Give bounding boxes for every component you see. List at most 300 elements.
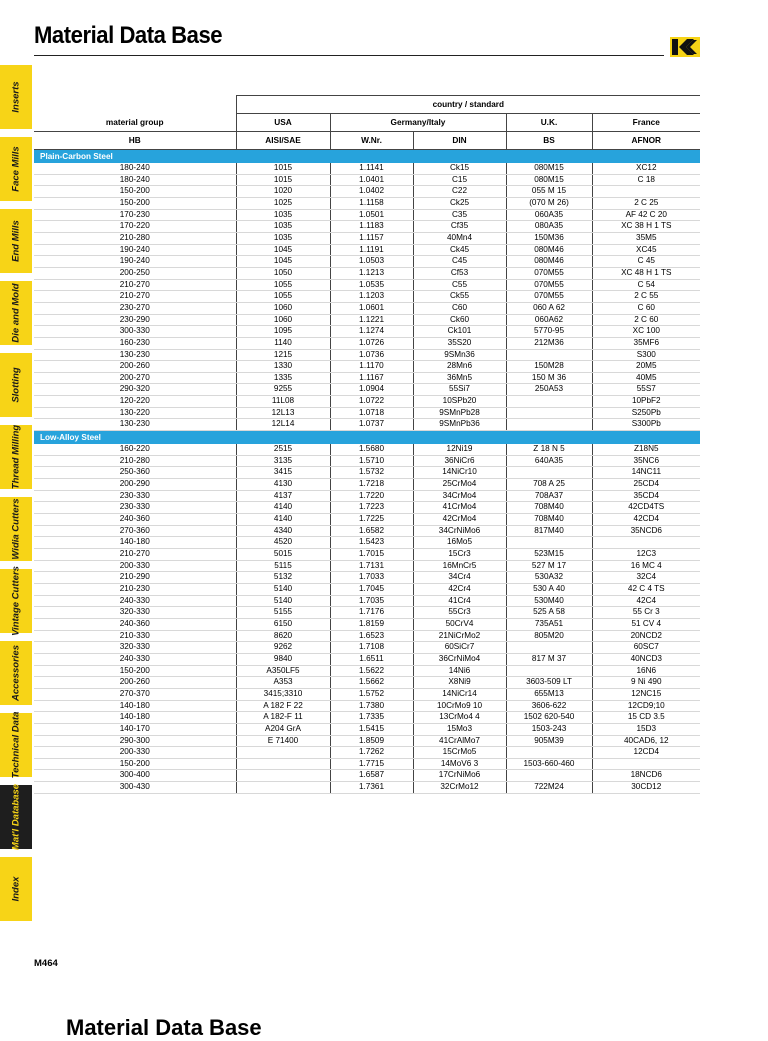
table-cell: 21NiCrMo2 [413, 630, 506, 642]
table-cell: 35NCD6 [592, 525, 700, 537]
table-cell: 12CD9;10 [592, 700, 700, 712]
table-cell: 905M39 [506, 735, 592, 747]
table-cell: 51 CV 4 [592, 618, 700, 630]
table-cell: C 60 [592, 302, 700, 314]
table-cell: 080M15 [506, 174, 592, 186]
table-cell: 55 Cr 3 [592, 607, 700, 619]
table-cell: 190-240 [34, 256, 236, 268]
table-cell: 34CrMo4 [413, 490, 506, 502]
table-cell: 1095 [236, 326, 330, 338]
table-cell: 150-200 [34, 758, 236, 770]
table-cell [236, 782, 330, 794]
table-row [34, 747, 700, 759]
table-cell: 200-260 [34, 677, 236, 689]
table-cell: 1.5622 [330, 665, 413, 677]
table-cell: 1.1141 [330, 163, 413, 174]
table-row [34, 712, 700, 724]
table-cell: 1.5423 [330, 537, 413, 549]
table-cell: 817M40 [506, 525, 592, 537]
table-cell: 1045 [236, 256, 330, 268]
table-cell: 1.8509 [330, 735, 413, 747]
section-header-row [34, 150, 700, 164]
side-tab-slotting[interactable] [0, 353, 32, 417]
table-cell: 1.0737 [330, 419, 413, 431]
side-tab-label: Widia Cutters [10, 498, 22, 560]
table-cell: 1.7015 [330, 549, 413, 561]
side-tab-technical-data[interactable] [0, 713, 32, 777]
table-cell: 20NCD2 [592, 630, 700, 642]
side-tab-label: Index [10, 876, 22, 902]
table-cell: 3415 [236, 467, 330, 479]
table-cell: 25CrMo4 [413, 479, 506, 491]
table-cell: 36Mn5 [413, 372, 506, 384]
kennametal-logo-icon [670, 37, 700, 57]
table-cell: 1.6587 [330, 770, 413, 782]
table-cell: 708A37 [506, 490, 592, 502]
table-cell: C55 [413, 279, 506, 291]
table-cell: 1060 [236, 314, 330, 326]
table-cell [236, 758, 330, 770]
table-cell: 722M24 [506, 782, 592, 794]
table-cell: XC 100 [592, 326, 700, 338]
table-cell: 32C4 [592, 572, 700, 584]
table-cell: 270-370 [34, 688, 236, 700]
table-cell: A 182 F 22 [236, 700, 330, 712]
table-cell: 1020 [236, 186, 330, 198]
table-cell: 5140 [236, 583, 330, 595]
table-cell: 1.0402 [330, 186, 413, 198]
side-tab-label: Mat'l Database [10, 783, 22, 851]
side-tab-face-mills[interactable] [0, 137, 32, 201]
table-cell: 1.0904 [330, 384, 413, 396]
table-cell: Ck25 [413, 197, 506, 209]
france-header: France [592, 114, 700, 132]
table-cell: 1.1170 [330, 361, 413, 373]
table-cell: 1.1203 [330, 291, 413, 303]
table-cell: 250A53 [506, 384, 592, 396]
table-cell: 3415;3310 [236, 688, 330, 700]
table-cell: 1.6523 [330, 630, 413, 642]
table-cell: 16 MC 4 [592, 560, 700, 572]
table-row [34, 279, 700, 291]
table-cell: 35M5 [592, 232, 700, 244]
table-row [34, 782, 700, 794]
table-row [34, 267, 700, 279]
side-tab-label: Inserts [10, 81, 22, 113]
table-cell: Z 18 N 5 [506, 444, 592, 455]
table-cell: 1.7045 [330, 583, 413, 595]
table-cell: 080M46 [506, 244, 592, 256]
side-tab-end-mills[interactable] [0, 209, 32, 273]
table-cell: 140-180 [34, 537, 236, 549]
table-cell: 60SiCr7 [413, 642, 506, 654]
table-row [34, 630, 700, 642]
table-cell: Cf35 [413, 221, 506, 233]
table-row [34, 723, 700, 735]
table-cell: 35S20 [413, 337, 506, 349]
table-cell [506, 642, 592, 654]
table-cell: 1050 [236, 267, 330, 279]
side-tab-inserts[interactable] [0, 65, 32, 129]
table-cell: C60 [413, 302, 506, 314]
table-cell: 9SMnPb36 [413, 419, 506, 431]
table-cell: 34Cr4 [413, 572, 506, 584]
table-cell: 200-260 [34, 361, 236, 373]
side-tab-label: Technical Data [10, 711, 22, 779]
table-cell: 290-300 [34, 735, 236, 747]
table-cell: Z18N5 [592, 444, 700, 455]
table-cell: C 54 [592, 279, 700, 291]
side-tab-label: Die and Mold [10, 283, 22, 343]
table-row [34, 758, 700, 770]
table-cell: 1.7220 [330, 490, 413, 502]
table-cell: 523M15 [506, 549, 592, 561]
table-row [34, 700, 700, 712]
table-cell: 240-360 [34, 618, 236, 630]
table-row [34, 384, 700, 396]
table-cell: 1045 [236, 244, 330, 256]
table-cell: 210-270 [34, 279, 236, 291]
country-standard-header: country / standard [236, 96, 700, 114]
table-cell: 5015 [236, 549, 330, 561]
table-cell [506, 467, 592, 479]
table-cell: 8620 [236, 630, 330, 642]
table-cell: 080A35 [506, 221, 592, 233]
table-cell: 14NiCr14 [413, 688, 506, 700]
table-row [34, 419, 700, 431]
table-cell: 10PbF2 [592, 396, 700, 408]
table-cell [506, 407, 592, 419]
side-tab-mat-l-database[interactable] [0, 785, 32, 849]
table-cell: 525 A 58 [506, 607, 592, 619]
table-row [34, 502, 700, 514]
table-cell: 12CD4 [592, 747, 700, 759]
table-cell: 1140 [236, 337, 330, 349]
table-cell: 120-220 [34, 396, 236, 408]
table-cell: 210-230 [34, 583, 236, 595]
table-cell: 1.0503 [330, 256, 413, 268]
table-cell: 210-280 [34, 455, 236, 467]
material-table [34, 95, 700, 794]
side-tab-die-and-mold[interactable] [0, 281, 32, 345]
table-cell: 12NC15 [592, 688, 700, 700]
table-cell: 1.5415 [330, 723, 413, 735]
bs-header: BS [506, 132, 592, 150]
table-cell: 1.0535 [330, 279, 413, 291]
table-row [34, 549, 700, 561]
table-cell: 300-330 [34, 326, 236, 338]
table-cell: 300-400 [34, 770, 236, 782]
table-cell: 9255 [236, 384, 330, 396]
table-cell: 12L13 [236, 407, 330, 419]
table-cell: 1.5662 [330, 677, 413, 689]
table-cell: 1.8159 [330, 618, 413, 630]
table-cell: 1.5752 [330, 688, 413, 700]
table-cell: XC45 [592, 244, 700, 256]
table-cell: 708 A 25 [506, 479, 592, 491]
side-tab-label: Accessories [10, 645, 22, 701]
table-row [34, 174, 700, 186]
table-row [34, 291, 700, 303]
table-row [34, 349, 700, 361]
table-cell: 130-220 [34, 407, 236, 419]
table-row [34, 572, 700, 584]
table-cell: 150M28 [506, 361, 592, 373]
table-cell [506, 396, 592, 408]
table-cell: 1.0501 [330, 209, 413, 221]
table-cell: 230-330 [34, 490, 236, 502]
side-tab-index[interactable] [0, 857, 32, 921]
table-cell: 34CrNiMo6 [413, 525, 506, 537]
table-cell: 160-230 [34, 337, 236, 349]
table-row [34, 560, 700, 572]
table-row [34, 665, 700, 677]
table-row [34, 232, 700, 244]
table-cell: 527 M 17 [506, 560, 592, 572]
table-cell: 1502 620-540 [506, 712, 592, 724]
table-cell: 9840 [236, 653, 330, 665]
table-cell: 9 Ni 490 [592, 677, 700, 689]
table-cell: 200-330 [34, 560, 236, 572]
table-cell: 180-240 [34, 163, 236, 174]
table-cell: 17CrNiMo6 [413, 770, 506, 782]
table-cell: 290-320 [34, 384, 236, 396]
table-cell: 1.7335 [330, 712, 413, 724]
side-tab-thread-milling[interactable] [0, 425, 32, 489]
table-cell [506, 349, 592, 361]
table-cell: 5155 [236, 607, 330, 619]
title-divider [34, 55, 664, 56]
table-cell: S250Pb [592, 407, 700, 419]
table-cell [592, 186, 700, 198]
table-cell: 40M5 [592, 372, 700, 384]
table-cell: 4140 [236, 514, 330, 526]
side-tab-widia-cutters[interactable] [0, 497, 32, 561]
table-cell: 1.1183 [330, 221, 413, 233]
table-cell: 4520 [236, 537, 330, 549]
material-group-header: material group [105, 116, 164, 127]
table-row [34, 256, 700, 268]
next-page-title: Material Data Base [66, 1015, 262, 1040]
table-row [34, 479, 700, 491]
table-row [34, 455, 700, 467]
table-cell: AF 42 C 20 [592, 209, 700, 221]
table-cell: 41Cr4 [413, 595, 506, 607]
table-cell: C45 [413, 256, 506, 268]
table-row [34, 467, 700, 479]
table-row [34, 444, 700, 455]
table-cell: 1.0726 [330, 337, 413, 349]
table-cell: 805M20 [506, 630, 592, 642]
table-cell: 170-220 [34, 221, 236, 233]
table-cell [506, 665, 592, 677]
table-cell: 1.7176 [330, 607, 413, 619]
table-cell: 41CrAlMo7 [413, 735, 506, 747]
table-cell: 1.7033 [330, 572, 413, 584]
table-cell [236, 747, 330, 759]
table-row [34, 595, 700, 607]
table-cell: 2 C 25 [592, 197, 700, 209]
table-cell: 230-290 [34, 314, 236, 326]
table-cell: 18NCD6 [592, 770, 700, 782]
table-cell: 1503-243 [506, 723, 592, 735]
table-cell: 35MF6 [592, 337, 700, 349]
table-cell: 10SPb20 [413, 396, 506, 408]
table-cell: 1.7225 [330, 514, 413, 526]
table-cell: 5115 [236, 560, 330, 572]
table-cell: Ck101 [413, 326, 506, 338]
table-cell: 16Mo5 [413, 537, 506, 549]
table-cell: 3606-622 [506, 700, 592, 712]
table-cell: 210-270 [34, 549, 236, 561]
aisi-sae-header: AISI/SAE [236, 132, 330, 150]
table-cell: 14Ni6 [413, 665, 506, 677]
table-cell: E 71400 [236, 735, 330, 747]
side-tab-label: Vintage Cutters [10, 566, 22, 636]
table-cell: 30CD12 [592, 782, 700, 794]
side-tab-vintage-cutters[interactable] [0, 566, 32, 636]
table-cell: 320-330 [34, 642, 236, 654]
table-cell: 1330 [236, 361, 330, 373]
table-row [34, 372, 700, 384]
table-cell: 42CD4TS [592, 502, 700, 514]
table-cell: 1.7715 [330, 758, 413, 770]
table-cell: 5132 [236, 572, 330, 584]
table-cell: 210-330 [34, 630, 236, 642]
table-cell: 1.7035 [330, 595, 413, 607]
usa-header: USA [236, 114, 330, 132]
section-header-row [34, 431, 700, 445]
table-cell: 1060 [236, 302, 330, 314]
table-cell: 16N6 [592, 665, 700, 677]
table-cell: 40Mn4 [413, 232, 506, 244]
table-cell: A353 [236, 677, 330, 689]
table-row [34, 186, 700, 198]
table-cell: 070M55 [506, 267, 592, 279]
table-cell: 6150 [236, 618, 330, 630]
table-cell: 1.1157 [330, 232, 413, 244]
table-cell: 130-230 [34, 349, 236, 361]
table-cell: 212M36 [506, 337, 592, 349]
table-cell: 40CAD6, 12 [592, 735, 700, 747]
table-cell: 1035 [236, 221, 330, 233]
germany-italy-header: Germany/Italy [330, 114, 506, 132]
table-cell: 1015 [236, 174, 330, 186]
table-cell: 1055 [236, 291, 330, 303]
table-cell: 200-250 [34, 267, 236, 279]
table-row [34, 653, 700, 665]
side-tab-label: End Mills [10, 220, 22, 262]
table-row [34, 525, 700, 537]
table-cell [506, 770, 592, 782]
table-row [34, 197, 700, 209]
table-cell: Cf53 [413, 267, 506, 279]
table-cell: 2515 [236, 444, 330, 455]
table-cell: 15Mo3 [413, 723, 506, 735]
table-cell: 210-270 [34, 291, 236, 303]
table-cell: 42CD4 [592, 514, 700, 526]
table-cell: 5770-95 [506, 326, 592, 338]
table-cell: 55Cr3 [413, 607, 506, 619]
table-cell: 1035 [236, 209, 330, 221]
table-cell [506, 419, 592, 431]
table-cell: 1025 [236, 197, 330, 209]
table-row [34, 314, 700, 326]
table-cell: S300 [592, 349, 700, 361]
table-cell: 1215 [236, 349, 330, 361]
din-header: DIN [413, 132, 506, 150]
table-cell: 1.7380 [330, 700, 413, 712]
table-cell: 1.1213 [330, 267, 413, 279]
table-cell: 708M40 [506, 514, 592, 526]
table-row [34, 583, 700, 595]
table-cell: 1.1158 [330, 197, 413, 209]
table-cell: 1335 [236, 372, 330, 384]
side-tab-nav [0, 65, 32, 929]
table-cell: 200-290 [34, 479, 236, 491]
table-cell: 4137 [236, 490, 330, 502]
table-cell: 14NC11 [592, 467, 700, 479]
table-cell: 12L14 [236, 419, 330, 431]
table-cell: 10CrMo9 10 [413, 700, 506, 712]
table-cell: 36CrNiMo4 [413, 653, 506, 665]
table-cell: 15Cr3 [413, 549, 506, 561]
table-cell: 060A35 [506, 209, 592, 221]
table-cell: 50CrV4 [413, 618, 506, 630]
table-cell: 640A35 [506, 455, 592, 467]
table-cell: 2 C 55 [592, 291, 700, 303]
table-cell: A204 GrA [236, 723, 330, 735]
side-tab-label: Slotting [10, 367, 22, 403]
table-cell: 190-240 [34, 244, 236, 256]
table-cell: 180-240 [34, 174, 236, 186]
table-cell: 42CrMo4 [413, 514, 506, 526]
side-tab-accessories[interactable] [0, 641, 32, 705]
table-cell: 1.1274 [330, 326, 413, 338]
table-cell: 35CD4 [592, 490, 700, 502]
table-cell: 40NCD3 [592, 653, 700, 665]
table-cell: 9SMn36 [413, 349, 506, 361]
table-cell: 1.7131 [330, 560, 413, 572]
table-cell: 3135 [236, 455, 330, 467]
table-cell [592, 758, 700, 770]
table-cell: 080M15 [506, 163, 592, 174]
table-cell: 735A51 [506, 618, 592, 630]
table-cell: Ck55 [413, 291, 506, 303]
table-cell: Ck60 [413, 314, 506, 326]
table-row [34, 244, 700, 256]
table-cell: 140-180 [34, 700, 236, 712]
table-cell: 150-200 [34, 186, 236, 198]
table-cell: 240-360 [34, 514, 236, 526]
table-cell: 41CrMo4 [413, 502, 506, 514]
table-cell: 655M13 [506, 688, 592, 700]
table-cell: 060 A 62 [506, 302, 592, 314]
table-row [34, 337, 700, 349]
table-row [34, 514, 700, 526]
table-cell [592, 537, 700, 549]
table-cell: 13CrMo4 4 [413, 712, 506, 724]
table-cell: 070M55 [506, 291, 592, 303]
table-cell: 11L08 [236, 396, 330, 408]
table-cell: 1015 [236, 163, 330, 174]
table-cell: 150-200 [34, 665, 236, 677]
side-tab-label: Face Mills [10, 146, 22, 192]
table-cell: 300-430 [34, 782, 236, 794]
table-cell [506, 747, 592, 759]
table-row [34, 770, 700, 782]
table-cell: 1.7361 [330, 782, 413, 794]
